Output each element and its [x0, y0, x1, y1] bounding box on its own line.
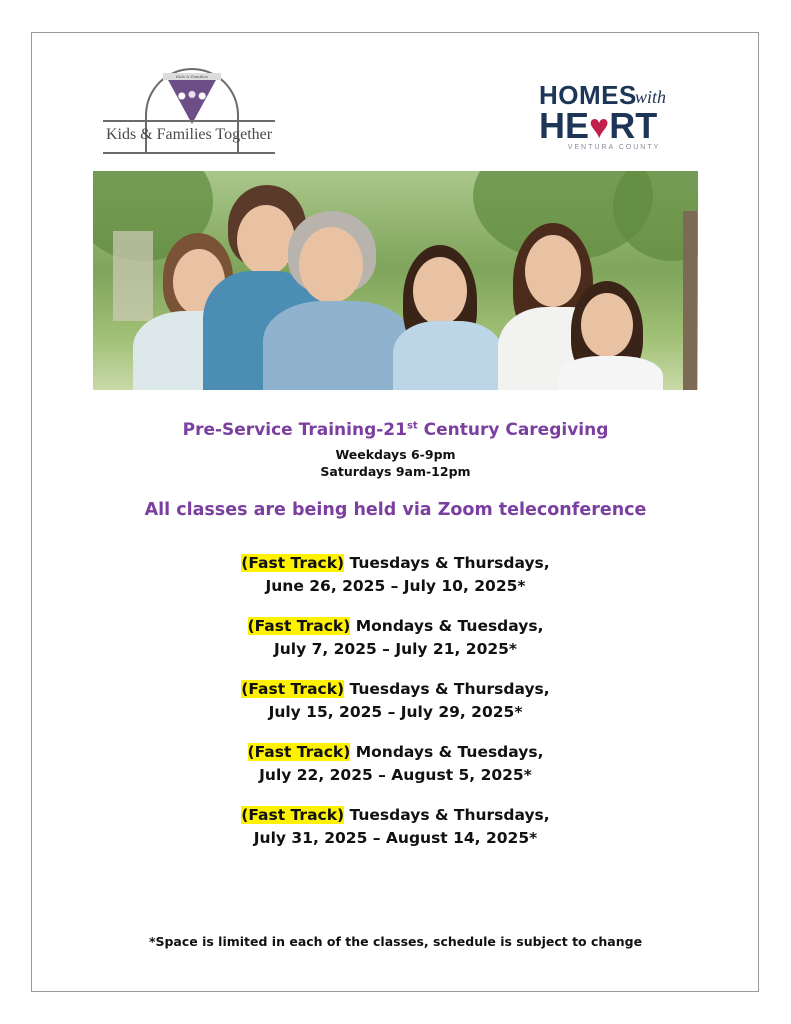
- logo-rt: RT: [609, 105, 658, 146]
- logo-rule-bottom: [103, 152, 275, 154]
- fast-track-badge: (Fast Track): [241, 554, 345, 572]
- weekday-hours: Weekdays 6-9pm: [335, 447, 456, 462]
- session-days: Tuesdays & Thursdays,: [344, 806, 550, 824]
- fast-track-badge: (Fast Track): [247, 743, 351, 761]
- kft-logo-text: Kids & Families Together: [105, 126, 273, 143]
- shield-banner: Kids & Families: [163, 73, 221, 80]
- session-item: [0, 804, 791, 850]
- fast-track-badge: (Fast Track): [247, 617, 351, 635]
- session-dates: June 26, 2025 – July 10, 2025*: [265, 577, 526, 595]
- session-item: [0, 552, 791, 598]
- logo-heart-word: [539, 106, 657, 147]
- family-photo: [93, 171, 698, 390]
- homes-with-heart-logo: [539, 80, 689, 154]
- session-dates: July 7, 2025 – July 21, 2025*: [273, 640, 518, 658]
- logo-tagline: VENTURA COUNTY: [567, 144, 661, 151]
- session-days: Tuesdays & Thursdays,: [344, 554, 550, 572]
- heart-icon: ♥: [589, 108, 610, 146]
- title-rest: Century Caregiving: [417, 420, 609, 440]
- session-item: [0, 678, 791, 724]
- logo-homes-word: HOMES: [539, 80, 637, 110]
- logo-with-word: with: [635, 87, 667, 107]
- session-item: [0, 741, 791, 787]
- page-title: [0, 420, 791, 440]
- saturday-hours: Saturdays 9am-12pm: [320, 464, 471, 479]
- logo-rule-top: [103, 120, 275, 122]
- family-figures-icon: [175, 88, 209, 104]
- session-days: Mondays & Tuesdays,: [350, 617, 544, 635]
- kids-families-together-logo: [103, 68, 275, 160]
- session-item: [0, 615, 791, 661]
- title-sup: st: [406, 420, 418, 432]
- session-days: Mondays & Tuesdays,: [350, 743, 544, 761]
- session-days: Tuesdays & Thursdays,: [344, 680, 550, 698]
- title-main: Pre-Service Training-21: [182, 420, 407, 440]
- zoom-notice: All classes are being held via Zoom teleconference: [144, 500, 647, 520]
- session-dates: July 15, 2025 – July 29, 2025*: [268, 703, 523, 721]
- fast-track-badge: (Fast Track): [241, 806, 345, 824]
- fast-track-badge: (Fast Track): [241, 680, 345, 698]
- session-dates: July 22, 2025 – August 5, 2025*: [259, 766, 532, 784]
- logo-he: HE: [539, 105, 590, 146]
- session-dates: July 31, 2025 – August 14, 2025*: [253, 829, 538, 847]
- footer-note: *Space is limited in each of the classes, schedule is subject to change: [148, 934, 643, 949]
